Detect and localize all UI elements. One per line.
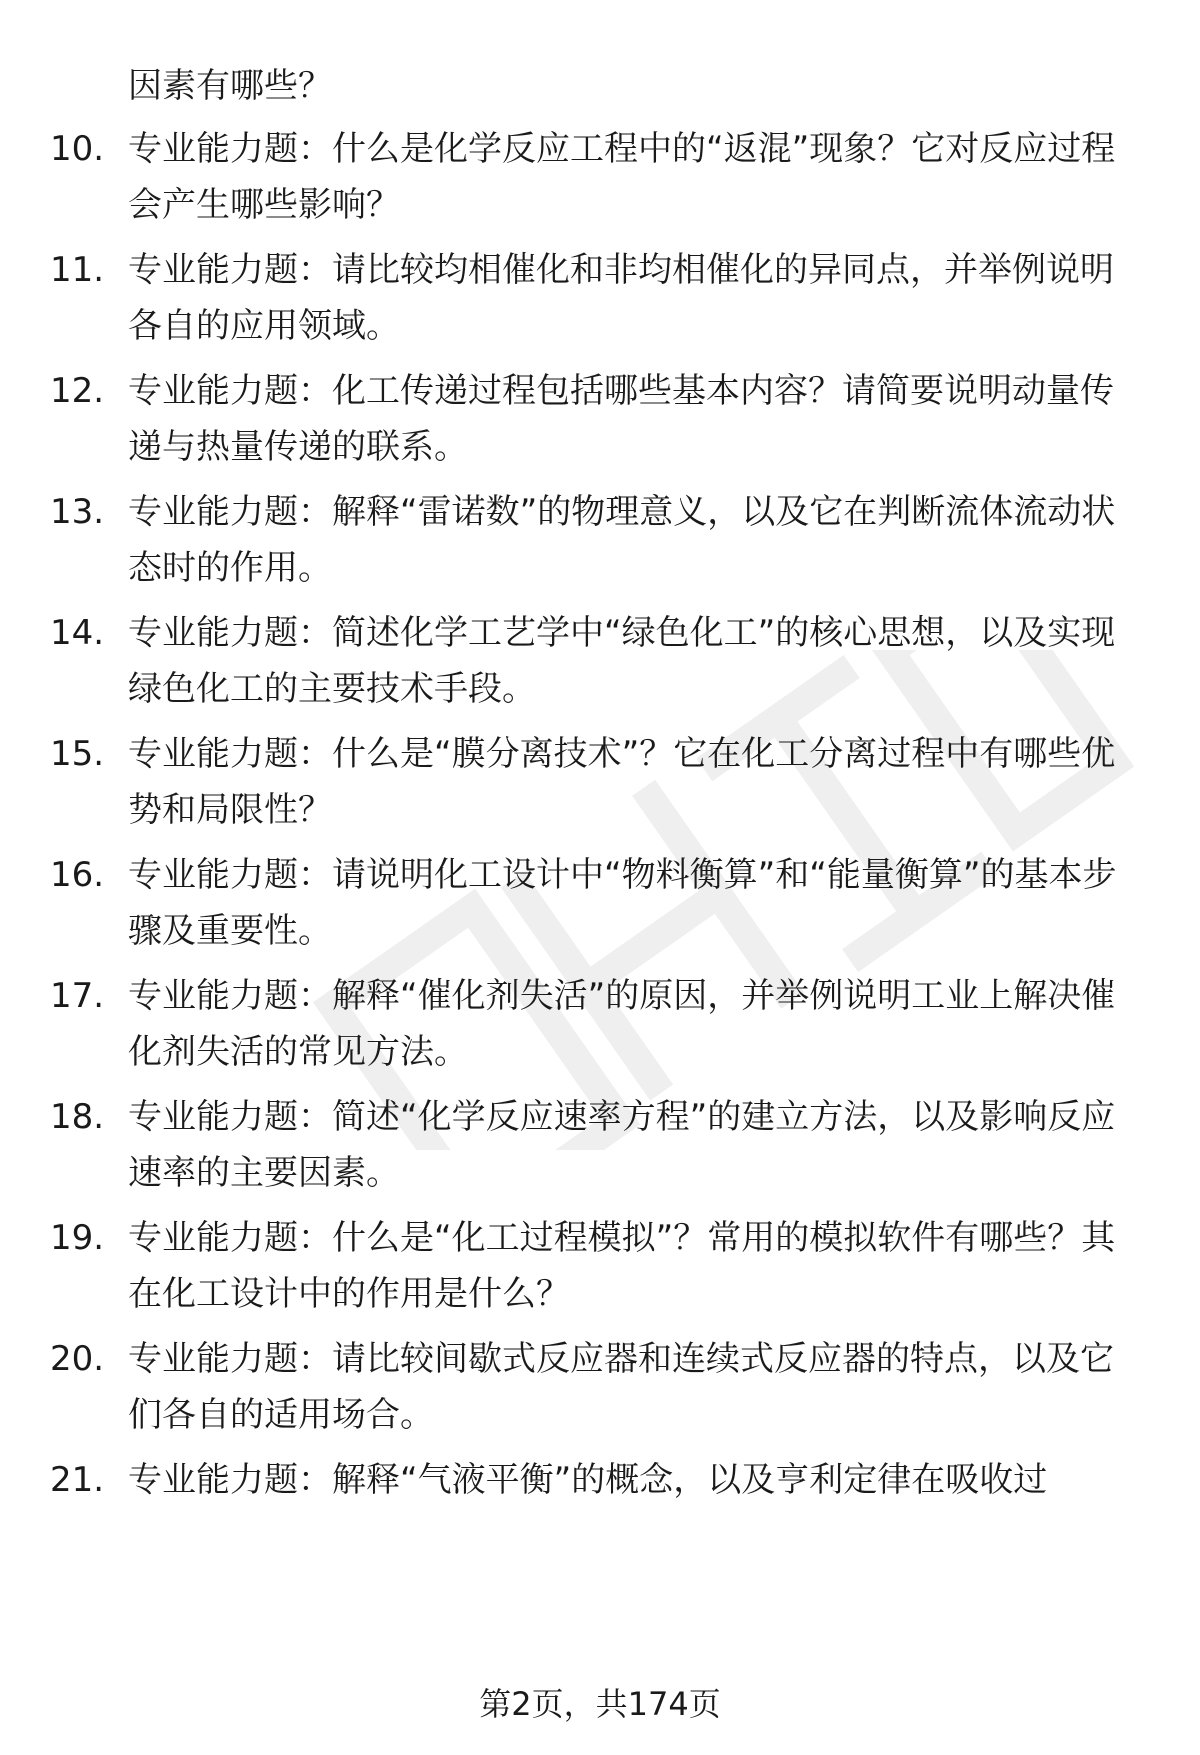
question-number: 10.	[50, 129, 105, 169]
question-number: 14.	[50, 613, 105, 653]
question-text: 专业能力题：什么是“化工过程模拟”？常用的模拟软件有哪些？其在化工设计中的作用是什么？	[128, 1218, 1116, 1314]
question-text: 专业能力题：简述化学工艺学中“绿色化工”的核心思想，以及实现绿色化工的主要技术手段。	[128, 613, 1116, 709]
question-number: 20.	[50, 1339, 105, 1379]
question-number: 15.	[50, 734, 105, 774]
question-text: 专业能力题：请比较均相催化和非均相催化的异同点，并举例说明各自的应用领域。	[128, 250, 1114, 346]
question-text: 专业能力题：请说明化工设计中“物料衡算”和“能量衡算”的基本步骤及重要性。	[128, 855, 1117, 951]
question-number: 21.	[50, 1460, 105, 1500]
question-text: 专业能力题：请比较间歇式反应器和连续式反应器的特点，以及它们各自的适用场合。	[128, 1339, 1114, 1435]
question-number: 18.	[50, 1097, 105, 1137]
question-number: 13.	[50, 492, 105, 532]
question-text: 专业能力题：什么是化学反应工程中的“返混”现象？它对反应过程会产生哪些影响？	[128, 129, 1116, 225]
question-number: 12.	[50, 371, 105, 411]
question-number: 16.	[50, 855, 105, 895]
question-number: 17.	[50, 976, 105, 1016]
question-text: 专业能力题：解释“气液平衡”的概念，以及亨利定律在吸收过	[128, 1460, 1048, 1500]
question-text: 专业能力题：什么是“膜分离技术”？它在化工分离过程中有哪些优势和局限性？	[128, 734, 1116, 830]
question-text: 专业能力题：简述“化学反应速率方程”的建立方法，以及影响反应速率的主要因素。	[128, 1097, 1116, 1193]
question-number: 11.	[50, 250, 105, 290]
question-number: 19.	[50, 1218, 105, 1258]
question-text: 专业能力题：解释“雷诺数”的物理意义，以及它在判断流体流动状态时的作用。	[128, 492, 1116, 588]
page-footer: 第2页，共174页	[479, 1685, 721, 1723]
question-text: 专业能力题：解释“催化剂失活”的原因，并举例说明工业上解决催化剂失活的常见方法。	[128, 976, 1116, 1072]
question-text: 专业能力题：化工传递过程包括哪些基本内容？请简要说明动量传递与热量传递的联系。	[128, 371, 1114, 467]
continued-question-text: 因素有哪些？	[128, 66, 332, 106]
